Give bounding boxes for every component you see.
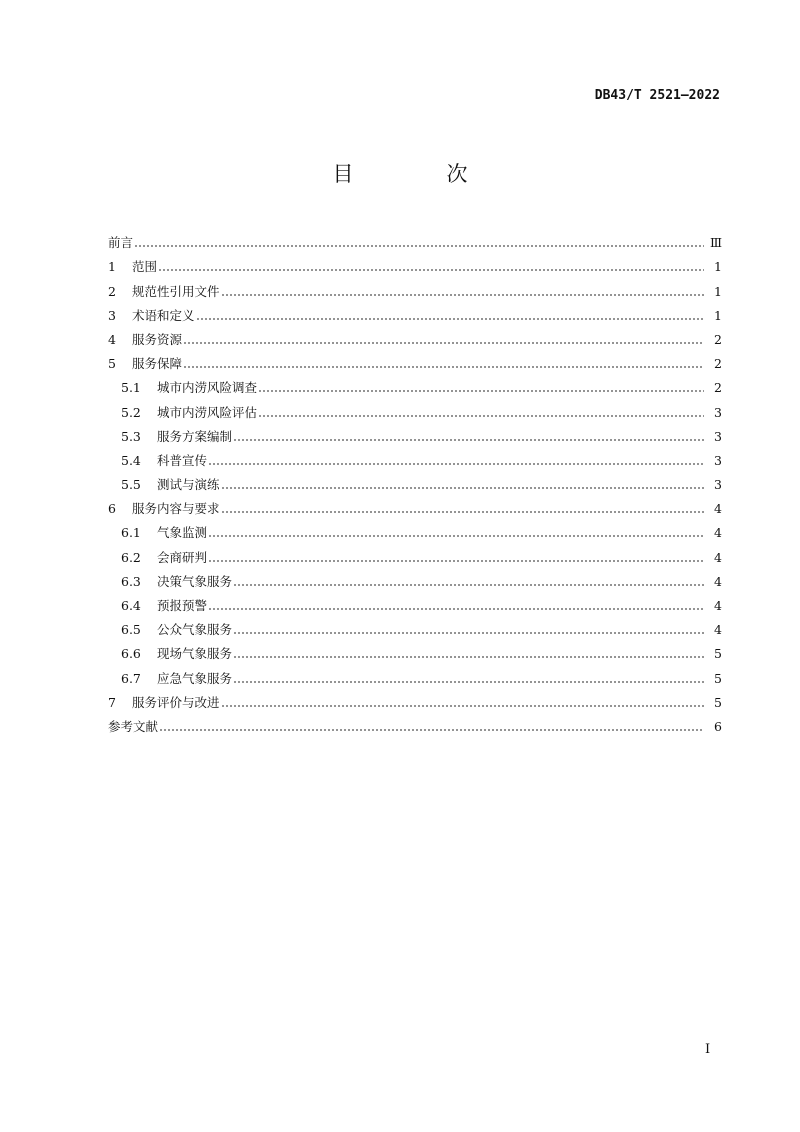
toc-entry-page: 4 <box>714 622 722 638</box>
toc-entry-label: 气象监测 <box>157 525 208 541</box>
toc-entry-label: 预报预警 <box>157 598 208 613</box>
toc-entry-number: 6.5 <box>121 622 141 638</box>
toc-entry-page: 1 <box>714 259 722 275</box>
dot-leader <box>183 366 704 368</box>
toc-entry-number: 1 <box>108 259 116 275</box>
toc-entry[interactable] <box>108 349 722 373</box>
toc-entry[interactable] <box>108 252 722 276</box>
toc-entry[interactable] <box>108 591 722 615</box>
toc-entry-page: 5 <box>714 646 722 662</box>
dot-leader <box>221 487 704 489</box>
toc-entry-number: 5.2 <box>121 404 141 420</box>
dot-leader <box>258 415 704 417</box>
toc-entry-label: 前言 <box>108 235 134 251</box>
toc-entry[interactable] <box>108 397 722 421</box>
toc-entry[interactable] <box>108 228 722 252</box>
toc-entry-number: 6.1 <box>121 525 141 541</box>
dot-leader <box>196 318 704 320</box>
toc-entry-page: 3 <box>714 452 722 468</box>
toc-entry-number: 6.7 <box>121 670 141 686</box>
toc-entry-page: 4 <box>714 573 722 589</box>
toc-entry-page: 3 <box>714 404 722 420</box>
toc-entry-number: 5.4 <box>121 452 141 468</box>
dot-leader <box>159 729 704 731</box>
toc-entry[interactable] <box>108 446 722 470</box>
dot-leader <box>233 681 704 683</box>
toc-entry-label: 规范性引用文件 <box>132 283 220 299</box>
toc-entry[interactable] <box>108 712 722 736</box>
toc-entry-page: Ⅲ <box>709 235 722 251</box>
toc-entry-number: 6 <box>108 501 116 517</box>
toc-entry-label: 应急气象服务 <box>157 670 233 686</box>
toc-entry-label: 服务评价与改进 <box>132 694 220 710</box>
toc-entry-number: 5 <box>108 356 116 372</box>
dot-leader <box>208 463 704 465</box>
dot-leader <box>233 656 704 658</box>
toc-entry-page: 3 <box>714 477 722 493</box>
document-code: DB43/T 2521—2022 <box>594 88 720 103</box>
toc-entry-page: 4 <box>714 549 722 565</box>
toc-entry[interactable] <box>108 688 722 712</box>
toc-entry-number: 2 <box>108 283 116 299</box>
toc-entry[interactable] <box>108 373 722 397</box>
dot-leader <box>158 269 704 271</box>
toc-entry-label: 科普宣传 <box>157 452 208 468</box>
toc-entry[interactable] <box>108 639 722 663</box>
toc-entry-number: 6.4 <box>121 598 141 613</box>
table-of-contents <box>108 228 722 736</box>
toc-entry-page: 5 <box>714 670 722 686</box>
toc-entry-label: 决策气象服务 <box>157 573 233 589</box>
toc-entry-page: 4 <box>714 598 722 613</box>
toc-entry[interactable] <box>108 567 722 591</box>
toc-entry-number: 5.1 <box>121 380 141 396</box>
toc-entry-label: 术语和定义 <box>132 307 195 323</box>
toc-entry-label: 会商研判 <box>157 549 208 565</box>
toc-entry-page: 5 <box>714 694 722 710</box>
dot-leader <box>134 245 704 247</box>
toc-entry-label: 城市内涝风险调查 <box>157 380 258 396</box>
dot-leader <box>258 390 704 392</box>
dot-leader <box>183 342 704 344</box>
toc-entry[interactable] <box>108 518 722 542</box>
page-number: I <box>705 1042 711 1057</box>
dot-leader <box>208 535 704 537</box>
toc-entry-page: 1 <box>714 307 722 323</box>
toc-entry-label: 现场气象服务 <box>157 646 233 662</box>
toc-entry-number: 5.3 <box>121 428 141 444</box>
toc-entry-label: 服务资源 <box>132 331 183 347</box>
toc-entry[interactable] <box>108 494 722 518</box>
toc-entry-label: 服务方案编制 <box>157 428 233 444</box>
toc-entry[interactable] <box>108 276 722 300</box>
dot-leader <box>208 560 704 562</box>
toc-entry-page: 2 <box>714 331 722 347</box>
dot-leader <box>221 294 704 296</box>
toc-entry-label: 服务保障 <box>132 356 183 372</box>
toc-entry-number: 7 <box>108 694 116 710</box>
toc-entry-label: 公众气象服务 <box>157 622 233 638</box>
toc-entry-page: 6 <box>714 718 722 734</box>
toc-entry-label: 服务内容与要求 <box>132 501 220 517</box>
toc-entry[interactable] <box>108 325 722 349</box>
dot-leader <box>221 511 704 513</box>
toc-entry-number: 6.3 <box>121 573 141 589</box>
toc-entry-label: 测试与演练 <box>157 477 220 493</box>
dot-leader <box>233 584 704 586</box>
toc-entry[interactable] <box>108 542 722 566</box>
toc-entry-page: 4 <box>714 525 722 541</box>
dot-leader <box>208 608 704 610</box>
toc-entry-page: 1 <box>714 283 722 299</box>
dot-leader <box>233 439 704 441</box>
toc-entry-number: 4 <box>108 331 116 347</box>
toc-entry-number: 6.2 <box>121 549 141 565</box>
toc-entry-page: 3 <box>714 428 722 444</box>
toc-entry-label: 参考文献 <box>108 718 159 734</box>
toc-entry[interactable] <box>108 663 722 687</box>
toc-entry-number: 6.6 <box>121 646 141 662</box>
toc-entry-page: 2 <box>714 356 722 372</box>
toc-entry[interactable] <box>108 301 722 325</box>
toc-entry-label: 城市内涝风险评估 <box>157 404 258 420</box>
toc-entry-number: 5.5 <box>121 477 141 493</box>
toc-entry[interactable] <box>108 615 722 639</box>
toc-entry[interactable] <box>108 470 722 494</box>
page-title: 目 次 <box>332 162 504 186</box>
toc-entry-page: 2 <box>714 380 722 396</box>
dot-leader <box>233 632 704 634</box>
toc-entry-label: 范围 <box>132 259 158 275</box>
dot-leader <box>221 705 704 707</box>
toc-entry-number: 3 <box>108 307 116 323</box>
toc-entry[interactable] <box>108 422 722 446</box>
toc-entry-page: 4 <box>714 501 722 517</box>
